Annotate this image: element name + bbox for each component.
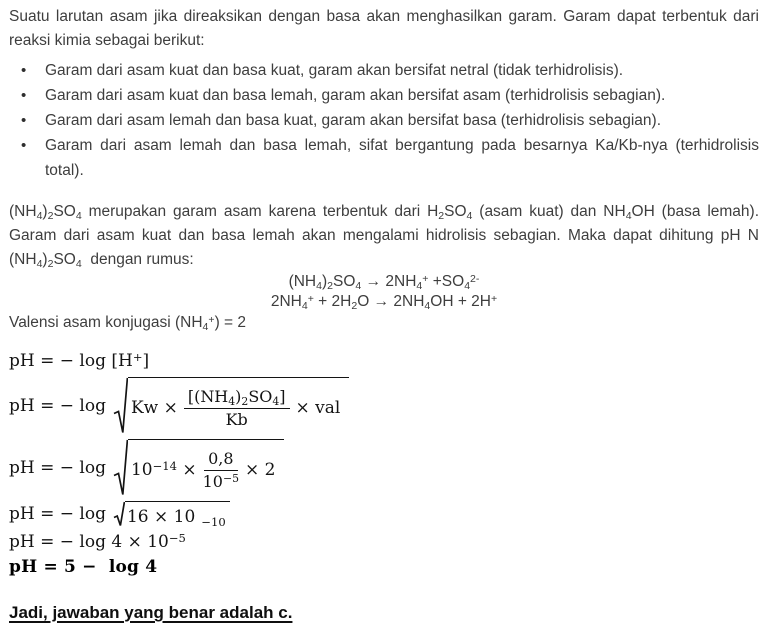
fraction [203,449,239,491]
list-item-text: Garam dari asam lemah dan basa kuat, garam akan bersifat basa (terhidrolisis sebagian). [45,112,662,129]
conclusion-line [9,603,759,623]
math-line-ph-def: pH = − log [H+] [9,350,150,371]
salt-rules-list [9,58,759,183]
radical-sign-icon [113,501,125,527]
log-prefix: pH = − log [9,396,106,416]
math-line-final-ph: pH = 5 − log 4 [9,557,158,577]
math-line-substitution [9,439,759,497]
list-item-text: Garam dari asam lemah dan basa lemah, sifat bergantung pada besarnya Ka/Kb-nya (terhidrolisis total). [45,137,759,179]
log-prefix: pH = − log [9,504,106,524]
math-line-h-concentration: pH = − $\log 4 \times 10^{-5}$ [9,531,186,552]
list-item-text: Garam dari asam kuat dan basa kuat, garam akan bersifat netral (tidak terhidrolisis). [45,62,624,79]
math-line-formula [9,377,759,435]
log-prefix: pH = − log [9,458,106,478]
math-line-sqrt-result [9,501,759,530]
radicand: 16 × 10 $^{-10}$ [125,501,230,527]
conclusion-text: Jadi, jawaban yang benar adalah c. [9,603,293,622]
radicand-post: × 2 [244,460,276,480]
radical-sign-icon [113,439,128,497]
radicand-pre: $10^{-14}$ × [130,459,197,480]
reaction-equation-2: $2NH_4^+ + 2H_2O \to 2NH_4OH + 2H^+$ [270,292,498,312]
sqrt-expression [113,377,349,435]
list-item [9,133,759,183]
sqrt-expression [113,439,284,497]
reaction-equation-1: $(NH_4)_2SO_4 \to 2NH_4^+ +SO_4^{2-}$ [288,272,480,292]
radicand [128,377,349,435]
list-item [9,108,759,133]
list-item [9,83,759,108]
fraction [184,387,290,429]
list-item [9,58,759,83]
intro-paragraph: Suatu larutan asam jika direaksikan dengan basa akan menghasilkan garam. Garam dapat terbentuk dari reaksi kimia sebagai berikut: [9,8,759,49]
radicand [128,439,284,497]
valence-line: Valensi asam konjugasi $(NH_4^+) = 2$ [9,313,247,333]
ph-derivation [9,350,759,579]
fraction-numerator: $[(NH_4)_2SO_4]$ [184,387,290,409]
fraction-numerator: 0,8 [204,449,237,471]
explanation-paragraph: $(NH_4)_2SO_4$ merupakan garam asam karena terbentuk dari $H_2SO_4$ (asam kuat) dan $NH_4OH$ (basa lemah). Garam dari asam kuat dan basa lemah akan mengalami hidrolisis sebagian. Maka dapat dihitung pH N $(NH_4)_2SO_4$ dengan rumus: [9,203,760,270]
reaction-equations [9,272,759,312]
sqrt-expression [113,501,230,530]
radical-sign-icon [113,377,128,435]
radicand-post: × val [295,398,341,418]
radicand-pre: Kw × [130,398,178,418]
list-item-text: Garam dari asam kuat dan basa lemah, garam akan bersifat asam (terhidrolisis sebagian). [45,87,666,104]
fraction-denominator: Kb [225,409,248,429]
fraction-denominator: $10^{-5}$ [202,471,239,491]
